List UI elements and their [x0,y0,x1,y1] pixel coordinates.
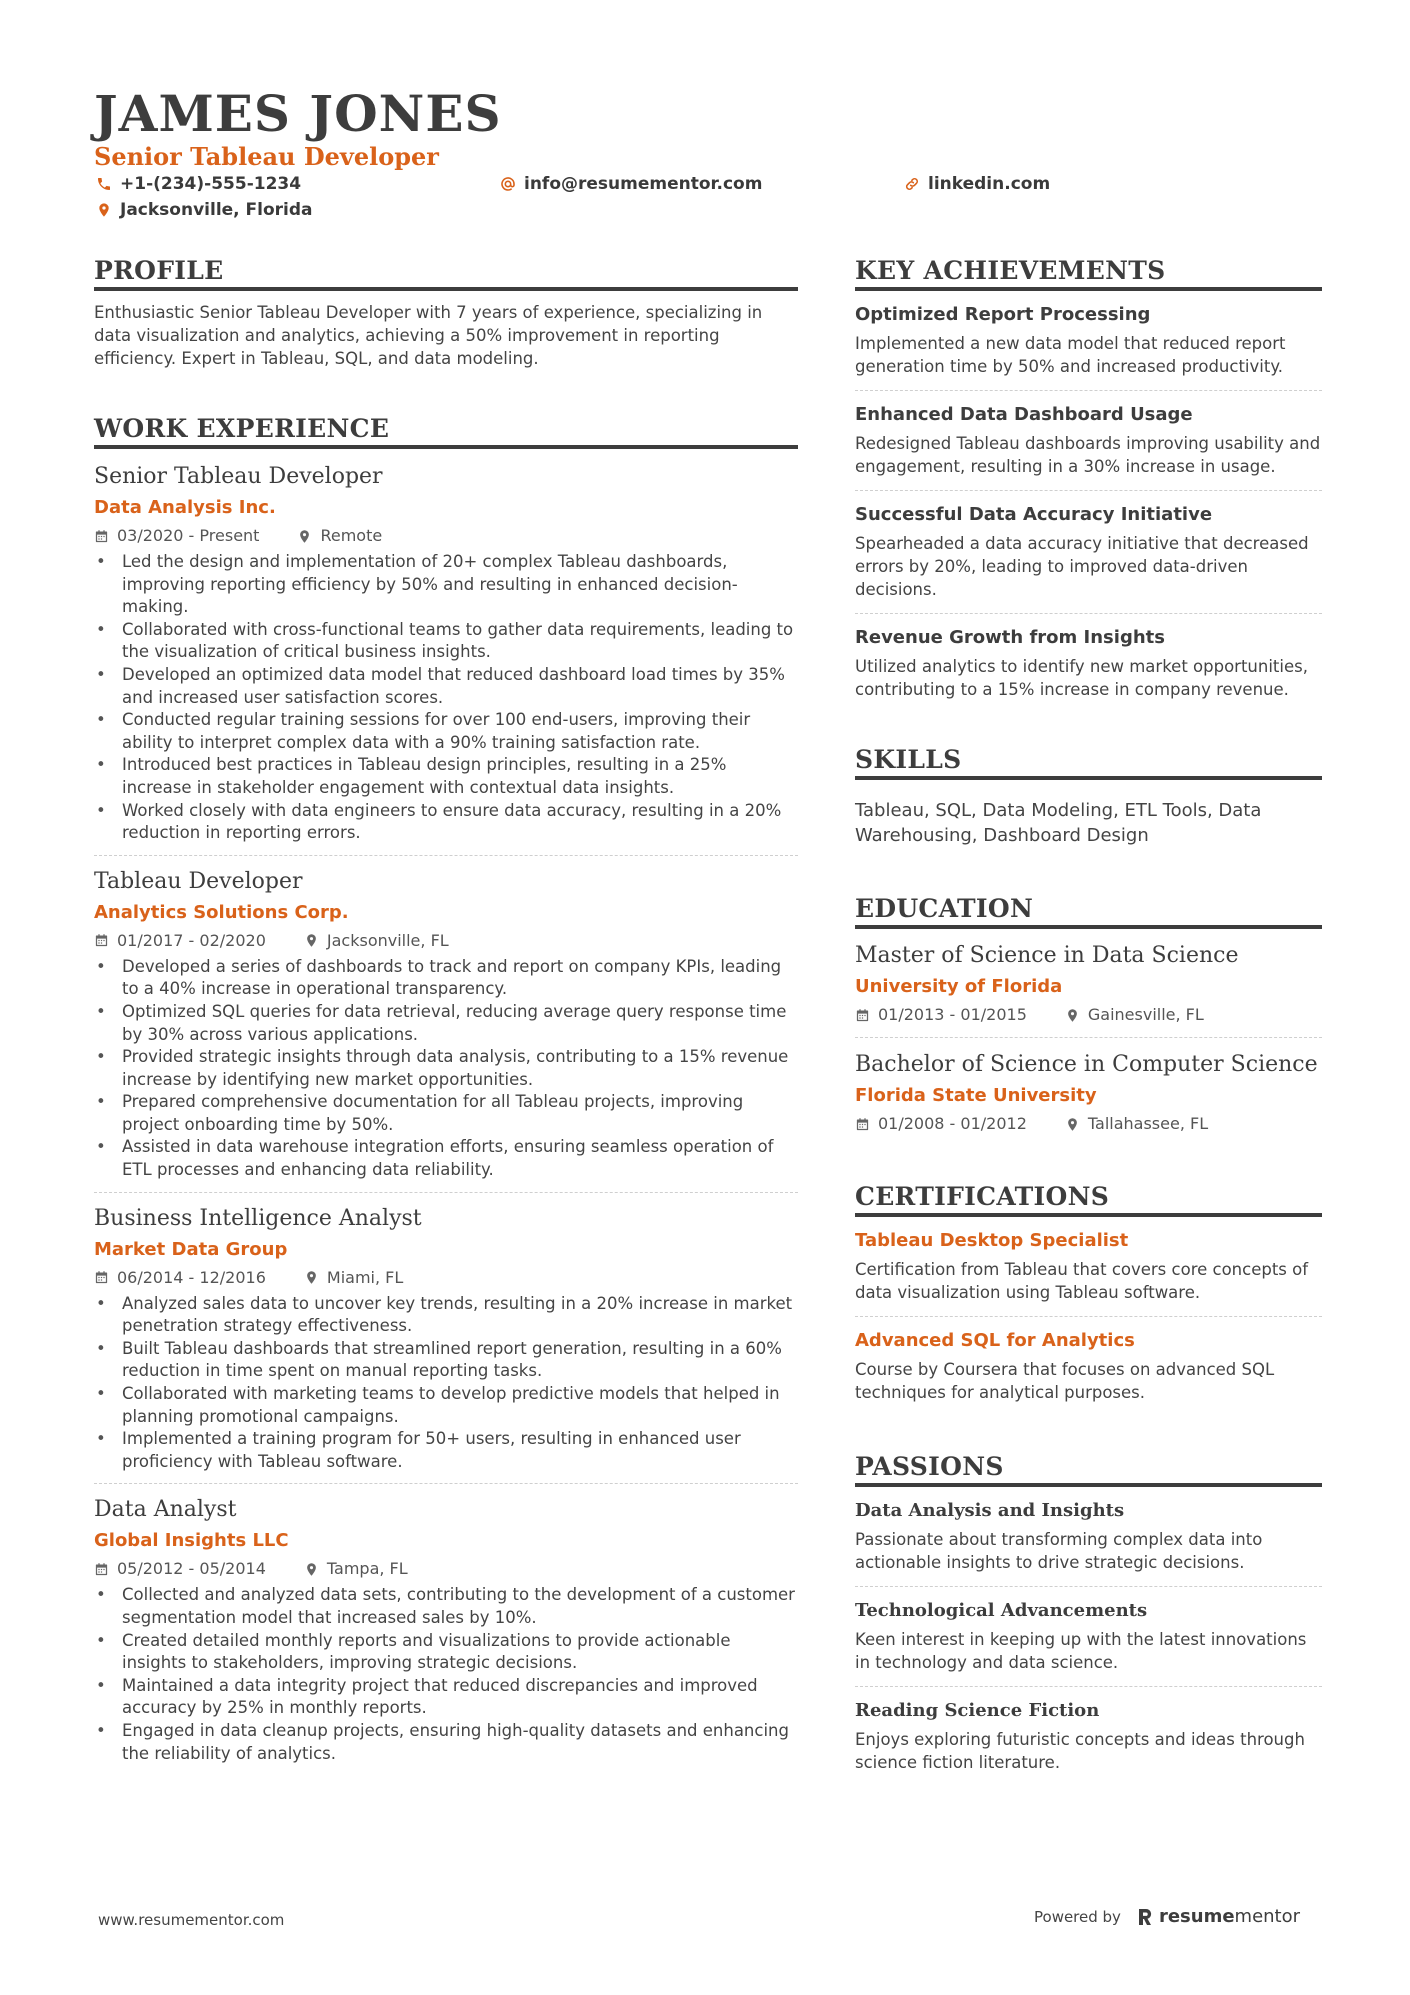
passion-item [855,1487,1322,1587]
date-range: 01/2013 - 01/2015 [878,1005,1027,1024]
job-bullet: • Prepared comprehensive documentation for all Tableau projects, improving project onboarding time by 50%. [94,1091,798,1136]
education-degree: Master of Science in Data Science [855,943,1239,968]
job-company: Analytics Solutions Corp. [94,901,349,923]
section-title-achievements: KEY ACHIEVEMENTS [855,256,1322,291]
experience-section [94,414,798,1775]
job-bullet: • Collaborated with marketing teams to develop predictive models that helped in planning promotional campaigns. [94,1383,798,1428]
job-bullet: • Assisted in data warehouse integration efforts, ensuring seamless operation of ETL processes and enhancing data reliability. [94,1136,798,1181]
achievement-title: Enhanced Data Dashboard Usage [855,404,1193,425]
left-column [94,256,798,1813]
footer-website[interactable]: www.resumementor.com [98,1911,285,1929]
job-bullet: • Worked closely with data engineers to ensure data accuracy, resulting in a 20% reduction in reporting errors. [94,800,798,845]
contact-location [96,200,313,220]
location: Jacksonville, FL [326,930,449,950]
passion-item [855,1587,1322,1687]
right-column [855,256,1322,1824]
date-location-row [94,1268,798,1288]
profile-section [94,256,798,370]
date-range: 06/2014 - 12/2016 [117,1267,266,1287]
achievement-title: Revenue Growth from Insights [855,627,1165,648]
date-location-row [94,526,798,546]
email-text: info@resumementor.com [524,174,763,194]
passion-title: Reading Science Fiction [855,1700,1100,1721]
passion-desc: Enjoys exploring futuristic concepts and ideas through science fiction literature. [855,1730,1305,1772]
education-item [855,1038,1322,1146]
education-list [855,929,1322,1146]
section-title-education: EDUCATION [855,894,1322,929]
calendar-icon [94,1270,109,1285]
certification-title: Advanced SQL for Analytics [855,1330,1135,1351]
certification-list [855,1217,1322,1416]
footer-powered [1034,1906,1300,1927]
skills-section [855,745,1322,848]
job-company: Market Data Group [94,1238,288,1260]
job-bullet: • Provided strategic insights through data analysis, contributing to a 15% revenue increase by identifying new market opportunities. [94,1046,798,1091]
date-location-row [855,1005,1322,1025]
map-pin-icon [297,529,312,544]
resumementor-logo-icon [1137,1908,1153,1926]
achievements-section [855,256,1322,713]
date-range: 03/2020 - Present [117,526,260,545]
candidate-title: Senior Tableau Developer [94,142,439,171]
powered-by-text: Powered by [1034,1907,1121,1926]
certifications-section [855,1182,1322,1416]
link-icon [904,176,920,192]
location-text: Jacksonville, Florida [120,200,313,220]
certification-item [855,1317,1322,1416]
phone-icon [96,176,112,192]
location: Gainesville, FL [1087,1005,1204,1024]
calendar-icon [94,529,109,544]
location: Remote [320,526,383,545]
achievement-title: Successful Data Accuracy Initiative [855,504,1213,525]
job-bullets [94,551,798,845]
achievement-desc: Spearheaded a data accuracy initiative that decreased errors by 20%, leading to improved data-driven decisions. [855,534,1309,599]
job-bullet: • Built Tableau dashboards that streamlined report generation, resulting in a 60% reduction in time spent on manual reporting tasks. [94,1338,798,1383]
calendar-icon [855,1117,870,1132]
passion-title: Data Analysis and Insights [855,1500,1125,1521]
job-bullet: • Collected and analyzed data sets, contributing to the development of a customer segmentation model that increased sales by 10%. [94,1584,798,1629]
section-title-skills: SKILLS [855,745,1322,780]
calendar-icon [855,1008,870,1023]
job-role: Business Intelligence Analyst [94,1205,422,1231]
certification-item [855,1217,1322,1317]
job-list [94,449,798,1775]
contact-phone [96,174,301,194]
calendar-icon [94,1562,109,1577]
education-section [855,894,1322,1146]
linkedin-text: linkedin.com [928,174,1051,194]
job-bullet: • Introduced best practices in Tableau design principles, resulting in a 25% increase in stakeholder engagement with contextual data insights. [94,754,798,799]
education-degree: Bachelor of Science in Computer Science [855,1052,1318,1077]
date-range: 05/2012 - 05/2014 [117,1559,266,1579]
job-bullet: • Led the design and implementation of 20+ complex Tableau dashboards, improving reporting efficiency by 50% and resulting in enhanced decision-making. [94,551,798,619]
passion-list [855,1487,1322,1786]
achievement-desc: Utilized analytics to identify new market opportunities, contributing to a 15% increase in company revenue. [855,657,1308,699]
job-bullets [94,956,798,1182]
candidate-name: JAMES JONES [94,84,502,143]
achievement-item [855,614,1322,713]
education-school: University of Florida [855,976,1063,997]
location: Miami, FL [326,1267,404,1287]
brand-light: mentor [1234,1906,1301,1927]
achievement-item [855,291,1322,391]
job-bullet: • Conducted regular training sessions for over 100 end-users, improving their ability to interpret complex data with a 90% training satisfaction rate. [94,709,798,754]
achievement-item [855,391,1322,491]
job-bullet: • Engaged in data cleanup projects, ensuring high-quality datasets and enhancing the reliability of analytics. [94,1720,798,1765]
map-pin-icon [1065,1117,1080,1132]
job-bullet: • Optimized SQL queries for data retrieval, reducing average query response time by 30% across various applications. [94,1001,798,1046]
date-location-row [855,1114,1322,1134]
location: Tampa, FL [326,1559,408,1579]
job-role: Data Analyst [94,1497,237,1523]
job-bullets [94,1293,798,1474]
at-icon [500,176,516,192]
location: Tallahassee, FL [1087,1114,1209,1133]
job-bullet: • Developed a series of dashboards to track and report on company KPIs, leading to a 40% increase in operational transparency. [94,956,798,1001]
certification-title: Tableau Desktop Specialist [855,1230,1129,1251]
education-item [855,929,1322,1038]
job-entry [94,1193,798,1485]
certification-desc: Course by Coursera that focuses on advanced SQL techniques for analytical purposes. [855,1360,1275,1402]
phone-text: +1-(234)-555-1234 [120,174,302,194]
job-bullet: • Collaborated with cross-functional teams to gather data requirements, leading to the visualization of critical business insights. [94,619,798,664]
certification-desc: Certification from Tableau that covers core concepts of data visualization using Tableau software. [855,1260,1309,1302]
job-bullet: • Maintained a data integrity project that reduced discrepancies and improved accuracy by 25% in monthly reports. [94,1675,798,1720]
passion-item [855,1687,1322,1786]
passion-title: Technological Advancements [855,1600,1148,1621]
achievement-item [855,491,1322,614]
date-location-row [94,931,798,951]
passion-desc: Passionate about transforming complex data into actionable insights to drive strategic decisions. [855,1530,1263,1572]
job-entry [94,1484,798,1775]
job-bullets [94,1584,798,1765]
job-bullet: • Analyzed sales data to uncover key trends, resulting in a 20% increase in market penetration strategy effectiveness. [94,1293,798,1338]
job-entry [94,449,798,856]
achievement-title: Optimized Report Processing [855,304,1151,325]
section-title-passions: PASSIONS [855,1452,1322,1487]
section-title-certifications: CERTIFICATIONS [855,1182,1322,1217]
section-title-experience: WORK EXPERIENCE [94,414,798,449]
map-pin-icon [304,933,319,948]
section-title-profile: PROFILE [94,256,798,291]
contact-email[interactable] [500,174,762,194]
date-range: 01/2008 - 01/2012 [878,1114,1027,1133]
date-range: 01/2017 - 02/2020 [117,930,266,950]
achievement-desc: Implemented a new data model that reduced report generation time by 50% and increased productivity. [855,334,1286,376]
brand-logo[interactable] [1137,1906,1300,1927]
passions-section [855,1452,1322,1786]
profile-text: Enthusiastic Senior Tableau Developer with 7 years of experience, specializing in data visualization and analytics, achieving a 50% improvement in reporting efficiency. Expert in Tableau, SQL, and data modeling. [94,303,763,368]
contact-linkedin[interactable] [904,174,1050,194]
passion-desc: Keen interest in keeping up with the latest innovations in technology and data science. [855,1630,1307,1672]
achievement-desc: Redesigned Tableau dashboards improving usability and engagement, resulting in a 30% increase in usage. [855,434,1321,476]
skills-text: Tableau, SQL, Data Modeling, ETL Tools, Data Warehousing, Dashboard Design [855,800,1262,846]
job-bullet: • Created detailed monthly reports and visualizations to provide actionable insights to stakeholders, improving strategic decisions. [94,1630,798,1675]
job-company: Data Analysis Inc. [94,497,276,518]
job-bullet: • Developed an optimized data model that reduced dashboard load times by 35% and increased user satisfaction scores. [94,664,798,709]
map-pin-icon [304,1270,319,1285]
job-company: Global Insights LLC [94,1530,289,1552]
achievement-list [855,291,1322,713]
job-role: Senior Tableau Developer [94,464,383,489]
education-school: Florida State University [855,1085,1097,1106]
date-location-row [94,1559,798,1579]
brand-bold: resume [1158,1906,1235,1927]
job-role: Tableau Developer [94,868,303,894]
map-pin-icon [1065,1008,1080,1023]
job-entry [94,856,798,1193]
map-pin-icon [96,202,112,218]
calendar-icon [94,933,109,948]
job-bullet: • Implemented a training program for 50+ users, resulting in enhanced user proficiency with Tableau software. [94,1428,798,1473]
map-pin-icon [304,1562,319,1577]
